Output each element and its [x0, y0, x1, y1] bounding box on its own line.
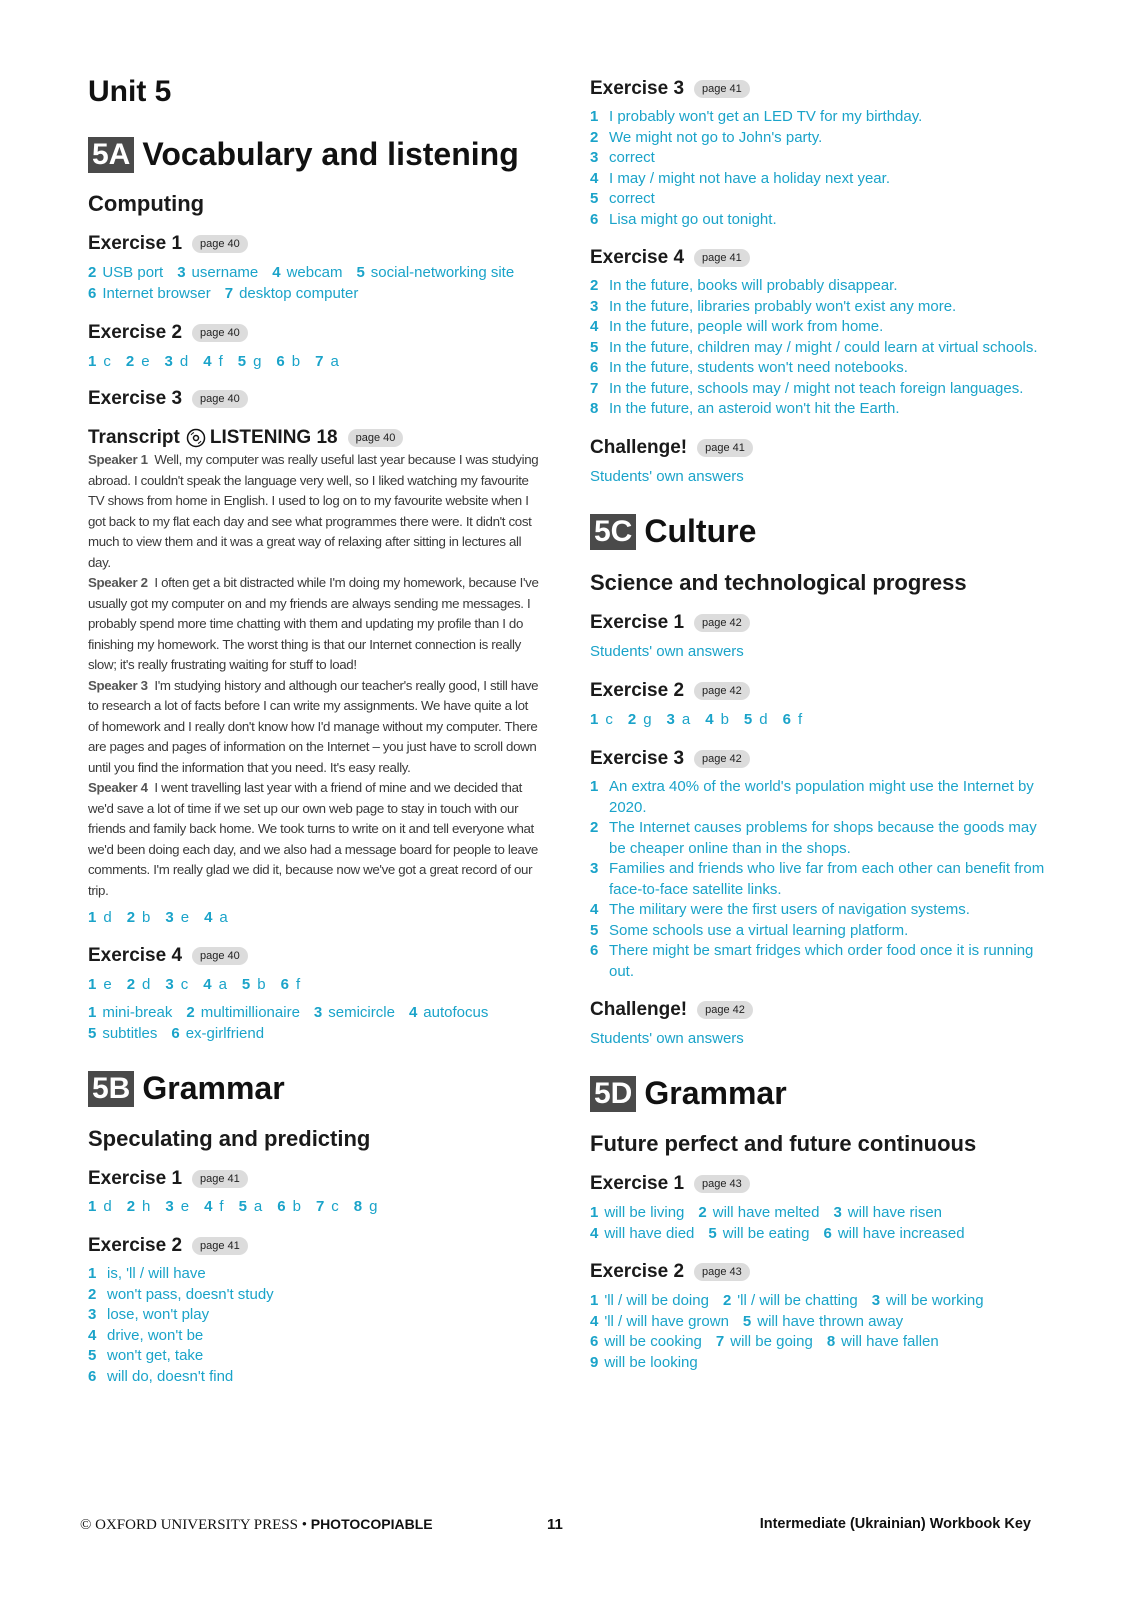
list-item: 8 In the future, an asteroid won't hit the Earth.	[590, 400, 900, 417]
list-item: 6 Lisa might go out tonight.	[590, 210, 777, 228]
page-ref-badge: page 40	[192, 390, 248, 408]
page-ref-badge: page 41	[694, 80, 750, 98]
page-ref-badge: page 40	[192, 324, 248, 342]
answer-list	[88, 1264, 528, 1387]
exercise-label: Exercise 2	[88, 322, 183, 343]
challenge-label: Challenge!	[590, 437, 688, 458]
exercise-heading	[590, 748, 750, 770]
list-item: 3 Families and friends who live far from each other can benefit from face-to-face satellite links.	[590, 860, 1045, 898]
transcript-label: Transcript	[88, 427, 180, 448]
answer-list: 1 'll / will be doing 2 'll / will be chatting 3 will be working 4 'll / will have grown 5 will have thrown away 6 will be cooking 7 will be going 8 will have fallen 9 will be looking	[590, 1292, 984, 1371]
page-ref-badge: page 41	[192, 1170, 248, 1188]
list-item: 4 In the future, people will work from home.	[590, 318, 884, 335]
answer-list: 1 mini-break 2 multimillionaire 3 semicircle 4 autofocus 5 subtitles 6 ex-girlfriend	[88, 1004, 489, 1042]
answer-list: 1 c 2 e 3 d 4 f 5 g 6 b 7 a	[88, 353, 340, 370]
answer-list: 1 will be living 2 will have melted 3 will have risen 4 will have died 5 will be eating 6 will have increased	[590, 1204, 965, 1242]
list-item: 3 correct	[590, 149, 655, 166]
transcript-text	[88, 450, 540, 901]
answer-list	[590, 107, 1060, 230]
exercise-heading	[88, 1168, 248, 1190]
page-number: 11	[547, 1516, 563, 1533]
exercise-label: Exercise 1	[88, 1168, 183, 1189]
section-5b-heading	[88, 1070, 285, 1107]
transcript-paragraph: Speaker 2 I often get a bit distracted while I'm doing my homework, because I've usually got my computer on and my friends are always sending me messages. I probably spend more time chatting with them and updating my profile than I do finishing my homework. The worst thing is that our Internet connection is really slow; it's really frustrating waiting for stuff to load!	[88, 575, 539, 672]
exercise-label: Exercise 3	[88, 388, 183, 409]
section-title: Grammar	[142, 1070, 285, 1106]
list-item: 2 won't pass, doesn't study	[88, 1285, 274, 1303]
exercise-heading	[88, 233, 248, 255]
page-ref-badge: page 40	[192, 235, 248, 253]
list-item: 7 In the future, schools may / might not teach foreign languages.	[590, 379, 1024, 397]
list-item: 2 The Internet causes problems for shops because the goods may be cheaper online than in the shops.	[590, 819, 1037, 857]
list-item: 1 is, 'll / will have	[88, 1265, 206, 1282]
exercise-heading	[88, 1235, 248, 1257]
section-title: Culture	[644, 513, 757, 549]
exercise-label: Exercise 4	[88, 945, 183, 966]
exercise-heading	[590, 78, 750, 100]
section-subtitle: Science and technological progress	[590, 570, 967, 595]
list-item: 3 lose, won't play	[88, 1306, 210, 1323]
answer-list	[590, 777, 1050, 982]
exercise-label: Exercise 2	[590, 1261, 685, 1282]
page-ref-badge: page 42	[694, 682, 750, 700]
section-code-badge: 5D	[590, 1076, 636, 1112]
answer-list: 2 USB port 3 username 4 webcam 5 social-networking site6 Internet browser 7 desktop computer	[88, 264, 515, 302]
challenge-heading	[590, 437, 753, 459]
answer-list: 1 d 2 b 3 e 4 a	[88, 909, 229, 926]
exercise-heading	[88, 322, 248, 344]
list-item: 6 will do, doesn't find	[88, 1367, 234, 1385]
answer-list: 1 d 2 h 3 e 4 f 5 a 6 b 7 c 8 g	[88, 1198, 379, 1215]
transcript-paragraph: Speaker 1 Well, my computer was really useful last year because I was studying abroad. I couldn't speak the language very well, so I liked watching my favourite TV shows from home in English. I used to log on to my favourite website when I got back to my flat each day and see what programmes there were. It didn't cost much to view them and it was a great way of relaxing after sitting in lectures all day.	[88, 452, 539, 570]
challenge-answer: Students' own answers	[590, 468, 744, 485]
challenge-label: Challenge!	[590, 999, 688, 1020]
page-ref-badge: page 42	[694, 614, 750, 632]
page-ref-badge: page 42	[697, 1001, 753, 1019]
list-item: 5 correct	[590, 190, 655, 207]
exercise-label: Exercise 1	[590, 1173, 685, 1194]
page-ref-badge: page 41	[697, 439, 753, 457]
page-ref-badge: page 41	[192, 1237, 248, 1255]
list-item: 6 In the future, students won't need notebooks.	[590, 359, 908, 376]
section-5c-heading	[590, 513, 756, 550]
footer-copyright: © OXFORD UNIVERSITY PRESS • PHOTOCOPIABLE	[80, 1516, 433, 1533]
section-code-badge: 5B	[88, 1071, 134, 1107]
exercise-heading	[590, 612, 750, 634]
exercise-heading	[590, 680, 750, 702]
section-5a-heading	[88, 136, 519, 173]
transcript-heading	[88, 427, 403, 449]
section-title: Grammar	[644, 1075, 787, 1111]
exercise-label: Exercise 1	[590, 612, 685, 633]
list-item: 1 I probably won't get an LED TV for my birthday.	[590, 108, 923, 125]
answer-list: 1 c 2 g 3 a 4 b 5 d 6 f	[590, 711, 804, 728]
exercise-heading	[590, 1173, 750, 1195]
answer-list: 1 e 2 d 3 c 4 a 5 b 6 f	[88, 976, 302, 993]
exercise-answer: Students' own answers	[590, 643, 744, 660]
exercise-heading	[88, 945, 248, 967]
list-item: 3 In the future, libraries probably won't exist any more.	[590, 297, 957, 315]
section-subtitle: Speculating and predicting	[88, 1126, 371, 1151]
list-item: 1 An extra 40% of the world's population might use the Internet by 2020.	[590, 778, 1034, 816]
list-item: 5 won't get, take	[88, 1347, 204, 1364]
page-ref-badge: page 42	[694, 750, 750, 768]
exercise-label: Exercise 2	[88, 1235, 183, 1256]
section-subtitle: Computing	[88, 191, 205, 216]
exercise-label: Exercise 3	[590, 78, 685, 99]
page-ref-badge: page 43	[694, 1175, 750, 1193]
listening-track-label: LISTENING 18	[209, 427, 338, 448]
transcript-paragraph: Speaker 4 I went travelling last year with a friend of mine and we decided that we'd save a lot of time if we set up our own web page to stay in touch with our friends and family back home. We took turns to write on it and tell everyone what we'd been doing each day, and we also had a message board for people to leave comments. I'm really glad we did it, because now we've got a great record of our trip.	[88, 780, 538, 898]
answer-list	[590, 276, 1070, 420]
list-item: 5 Some schools use a virtual learning platform.	[590, 921, 909, 939]
page-ref-badge: page 40	[192, 947, 248, 965]
exercise-heading	[88, 388, 248, 410]
audio-cd-icon	[186, 428, 206, 448]
unit-title: Unit 5	[88, 75, 172, 108]
list-item: 2 In the future, books will probably disappear.	[590, 277, 898, 294]
exercise-heading	[590, 1261, 750, 1283]
list-item: 6 There might be smart fridges which order food once it is running out.	[590, 942, 1034, 980]
book-title: Intermediate (Ukrainian) Workbook Key	[759, 1516, 1031, 1532]
section-5d-heading	[590, 1075, 787, 1112]
exercise-label: Exercise 4	[590, 247, 685, 268]
exercise-label: Exercise 1	[88, 233, 183, 254]
list-item: 5 In the future, children may / might / could learn at virtual schools.	[590, 338, 1038, 356]
page-ref-badge: page 40	[348, 429, 404, 447]
section-code-badge: 5C	[590, 514, 636, 550]
section-subtitle: Future perfect and future continuous	[590, 1131, 977, 1156]
exercise-heading	[590, 247, 750, 269]
transcript-paragraph: Speaker 3 I'm studying history and although our teacher's really good, I still have to research a lot of facts before I can write my assignments. We have quite a lot of homework and I really don't know how I'd manage without my computer. There are pages and pages of information on the Internet – you just have to scroll down until you find the information that you need. It's easy really.	[88, 677, 539, 775]
exercise-label: Exercise 3	[590, 748, 685, 769]
challenge-answer: Students' own answers	[590, 1030, 744, 1047]
exercise-label: Exercise 2	[590, 680, 685, 701]
page-ref-badge: page 41	[694, 249, 750, 267]
list-item: 4 I may / might not have a holiday next year.	[590, 169, 890, 187]
challenge-heading	[590, 999, 753, 1021]
list-item: 2 We might not go to John's party.	[590, 128, 823, 146]
section-title: Vocabulary and listening	[142, 136, 519, 172]
section-code-badge: 5A	[88, 137, 134, 173]
list-item: 4 The military were the first users of navigation systems.	[590, 901, 970, 918]
list-item: 4 drive, won't be	[88, 1326, 204, 1344]
page-ref-badge: page 43	[694, 1263, 750, 1281]
